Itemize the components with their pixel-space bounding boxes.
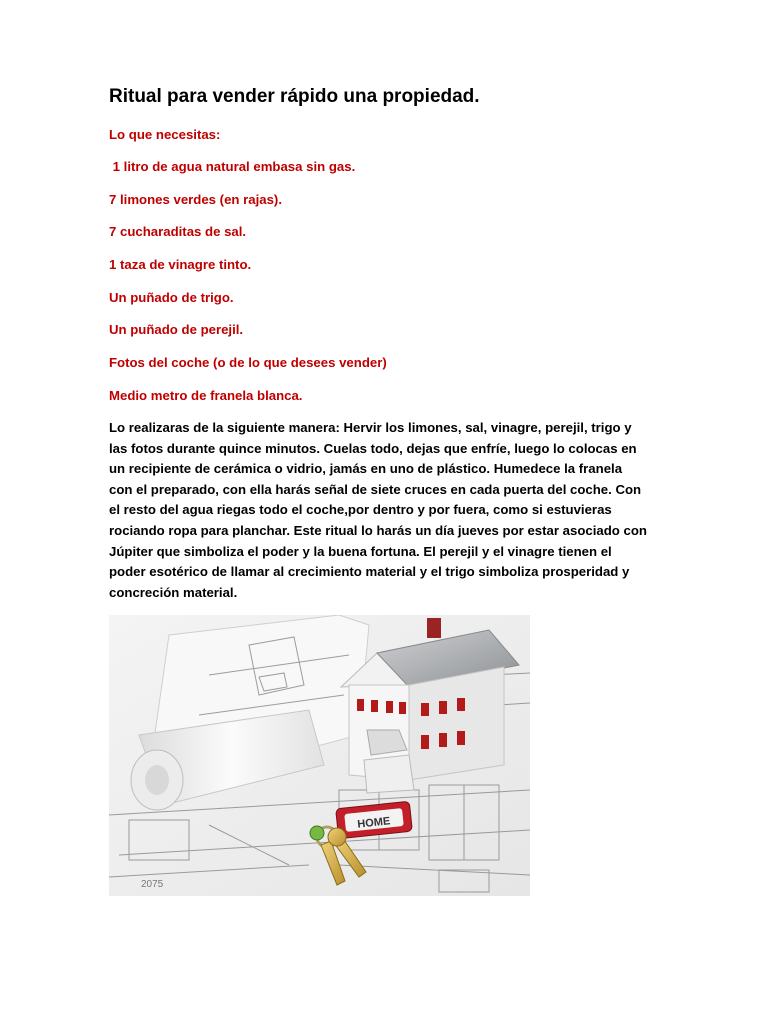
key-tag-label: HOME bbox=[356, 815, 391, 831]
chimney bbox=[427, 618, 441, 638]
ingredient-item: 7 limones verdes (en rajas). bbox=[109, 192, 282, 207]
ingredient-item: 7 cucharaditas de sal. bbox=[109, 224, 247, 239]
instructions-line: concreción material. bbox=[109, 584, 238, 600]
instructions-line: el resto del agua riegas todo el coche,por dentro y por fuera, como si estuvieras bbox=[109, 502, 612, 518]
house-steps bbox=[364, 755, 414, 793]
document-title: Ritual para vender rápido una propiedad. bbox=[109, 86, 480, 107]
instructions-line: las fotos durante quince minutos. Cuelas todo, dejas que enfríe, luego lo colocas en bbox=[109, 440, 637, 456]
instructions-line: un recipiente de cerámica o vidrio, jamás en uno de plástico. Humedece la franela bbox=[109, 461, 623, 477]
instructions-line: Júpiter que simboliza el poder y la buena fortuna. El perejil y el vinagre tienen el bbox=[109, 543, 612, 559]
plan-dimension-label: 2075 bbox=[141, 879, 164, 890]
instructions-line: rociando ropa para planchar. Este ritual lo harás un día jueves por estar asociado con bbox=[109, 522, 647, 538]
ingredients-heading: Lo que necesitas: bbox=[109, 127, 221, 142]
ingredient-item: Un puñado de perejil. bbox=[109, 322, 244, 337]
instructions-line: poder esotérico de llamar al crecimiento material y el trigo simboliza prosperidad y bbox=[109, 564, 630, 580]
house-keys-blueprint-photo bbox=[109, 615, 530, 896]
ingredient-item: Fotos del coche (o de lo que desees vender) bbox=[109, 355, 387, 370]
ingredient-item: 1 taza de vinagre tinto. bbox=[109, 257, 252, 272]
ingredient-item: Medio metro de franela blanca. bbox=[109, 388, 303, 403]
instructions-line: Lo realizaras de la siguiente manera: Hervir los limones, sal, vinagre, perejil, trigo y bbox=[109, 420, 632, 435]
green-key-head bbox=[310, 826, 324, 840]
instructions-paragraph bbox=[109, 418, 664, 603]
ingredient-item: Un puñado de trigo. bbox=[109, 290, 234, 305]
instructions-line: con el preparado, con ella harás señal de siete cruces en cada puerta del coche. Con bbox=[109, 481, 642, 497]
ingredient-item: 1 litro de agua natural embasa sin gas. bbox=[109, 159, 356, 174]
